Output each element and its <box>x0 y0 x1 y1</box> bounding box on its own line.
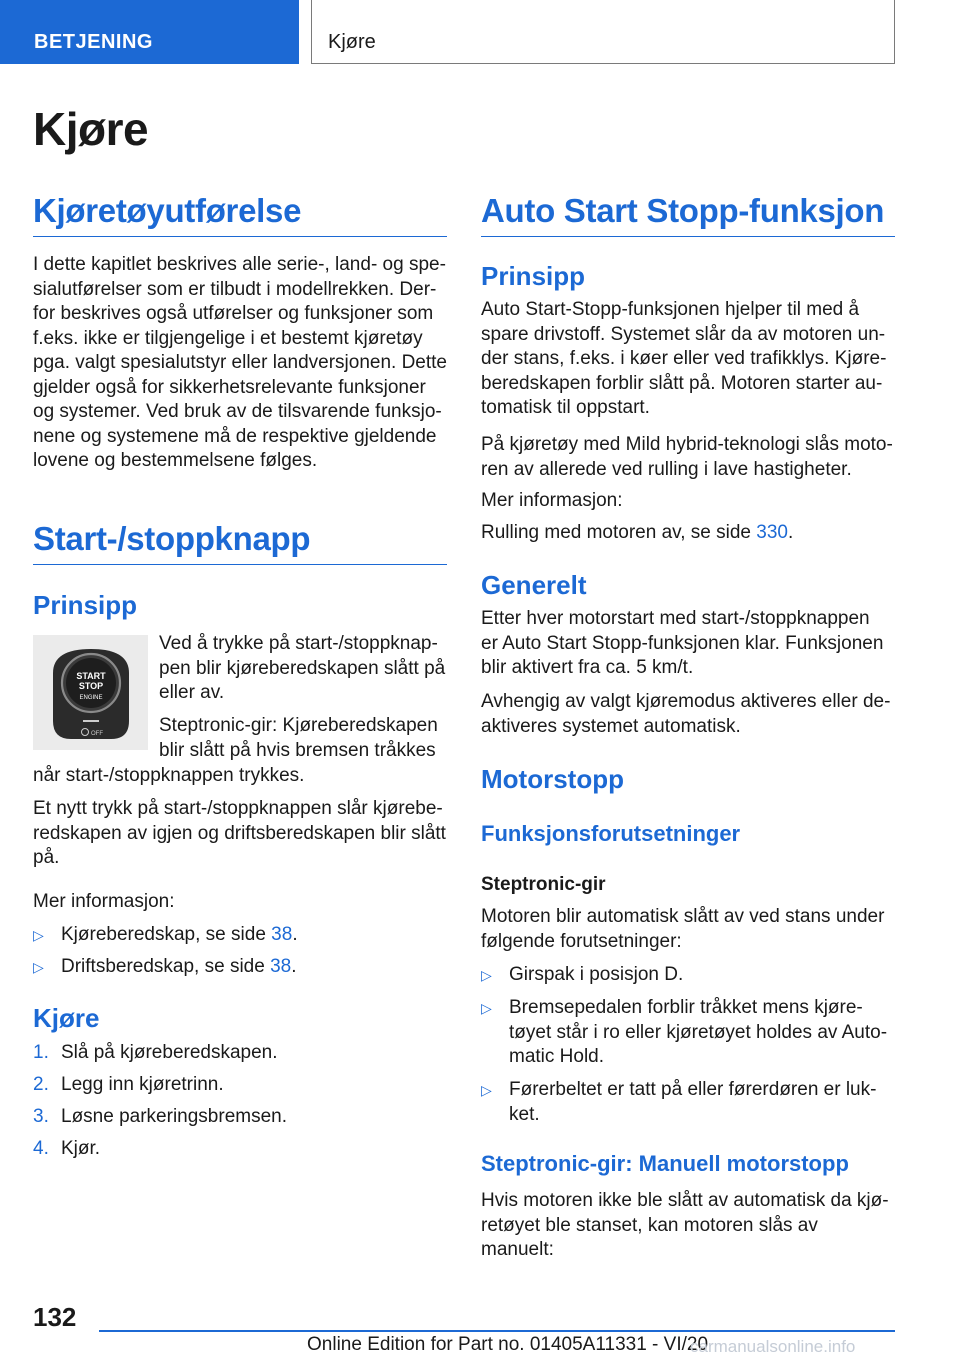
text-line: Etter hver motorstart med start-/stoppknappen <box>481 608 870 629</box>
text-line: er Auto Start Stopp-funksjonen klar. Funksjonen <box>481 632 884 654</box>
footer-divider <box>99 1330 895 1332</box>
triangle-bullet-icon: ▷ <box>481 1000 492 1016</box>
triangle-bullet-icon: ▷ <box>33 927 44 943</box>
button-stop-text: STOP <box>78 681 104 691</box>
step-text: Legg inn kjøretrinn. <box>61 1074 224 1095</box>
text-line: tomatisk til oppstart. <box>481 397 650 418</box>
steptronic-paragraph-tail <box>33 764 447 789</box>
watermark: carmanualsonline.info <box>690 1337 856 1356</box>
engine-stop-heading: Motorstopp <box>481 764 624 794</box>
text-line: for beskrives også utførelser og funksjoner som <box>33 303 434 324</box>
bullet-text: Kjøreberedskap, se side <box>61 924 272 945</box>
start-stop-button-image <box>33 635 148 750</box>
startstop-heading: Start-/stoppknapp <box>33 520 447 565</box>
text-line: Auto Start-Stopp-funksjonen hjelper til med å <box>481 299 860 320</box>
manual-stop-heading: Steptronic-gir: Manuell motorstopp <box>481 1151 849 1176</box>
step-text: Kjør. <box>61 1138 101 1159</box>
text-line: aktiveres systemet automatisk. <box>481 715 741 737</box>
more-info-label: Mer informasjon: <box>33 891 175 912</box>
bullet-text: Driftsberedskap, se side <box>61 956 271 977</box>
bullet-end: . <box>292 924 298 945</box>
vehicle-paragraph <box>33 253 447 474</box>
step-item <box>33 1105 447 1130</box>
drive-heading: Kjøre <box>33 1003 100 1033</box>
edition-text: Online Edition for Part no. 01405A11331 - VI/20 <box>307 1334 709 1355</box>
principle-heading: Prinsipp <box>481 261 586 291</box>
step-number: 2. <box>33 1074 49 1095</box>
text-line: eller av. <box>159 682 225 703</box>
step-number: 3. <box>33 1106 49 1127</box>
text-line: Avhengig av valgt kjøremodus aktiveres eller de- <box>481 691 891 712</box>
rolling-reference <box>481 521 895 546</box>
drive-mode-paragraph <box>481 690 895 739</box>
step-text: Slå på kjøreberedskapen. <box>61 1042 278 1063</box>
steptronic-paragraph <box>159 714 447 763</box>
breadcrumb-label: Kjøre <box>328 31 376 53</box>
autostartstop-heading: Auto Start Stopp-funksjon <box>481 192 895 237</box>
text-line: og systemer. Ved bruk av de tilsvarende funksjo- <box>33 401 442 422</box>
page-number: 132 <box>33 1302 77 1332</box>
text-line: f.eks. ikke er tilgjengelige i et bestemt kjøretøy <box>33 327 423 349</box>
text-line: I dette kapitlet beskrives alle serie-, land- og spe- <box>33 254 446 275</box>
more-info-label: Mer informasjon: <box>481 490 623 511</box>
step-item <box>33 1137 447 1162</box>
page-title: Kjøre <box>33 103 149 155</box>
text-line: ren av allerede ved rulling i lave hastigheter. <box>481 458 852 480</box>
text-line: ket. <box>509 1103 540 1125</box>
general-paragraph <box>481 607 895 681</box>
list-item <box>481 963 895 988</box>
press-paragraph <box>33 797 447 871</box>
button-start-text: START <box>76 671 106 681</box>
start-stop-button-icon <box>33 635 148 750</box>
text-line: Steptronic-gir: Kjøreberedskapen <box>159 715 438 736</box>
triangle-bullet-icon: ▷ <box>481 967 492 983</box>
text-line: retøyet ble stanset, kan motoren slås av manuelt: <box>481 1214 818 1260</box>
text-line: på. <box>33 847 60 868</box>
page-link[interactable]: 330 <box>756 522 788 543</box>
text-line: På kjøretøy med Mild hybrid-teknologi slås moto- <box>481 434 893 455</box>
step-number: 1. <box>33 1042 49 1063</box>
text-line: pga. valgt spesialutstyr eller landversjonen. Dette <box>33 352 448 373</box>
steptronic-label: Steptronic-gir <box>481 874 606 895</box>
text-line: Bremsepedalen forblir tråkket mens kjøre- <box>509 997 863 1018</box>
button-engine-text: ENGINE <box>79 695 103 701</box>
text-line: Hvis motoren ikke ble slått av automatisk da kjø- <box>481 1190 889 1211</box>
conditions-paragraph <box>481 905 895 954</box>
step-text: Løsne parkeringsbremsen. <box>61 1106 287 1127</box>
text-line: Motoren blir automatisk slått av ved stans under <box>481 906 885 927</box>
bullet-end: . <box>291 956 297 977</box>
text-line: blir aktivert fra ca. 5 km/t. <box>481 657 694 678</box>
list-item <box>33 955 447 980</box>
step-number: 4. <box>33 1138 49 1159</box>
page-link[interactable]: 38 <box>270 956 292 977</box>
list-item <box>481 1078 895 1127</box>
text-line: Girspak i posisjon D. <box>509 964 684 985</box>
list-item <box>33 923 447 948</box>
text-line: redskapen av igjen og driftsberedskapen blir slått <box>33 822 446 844</box>
vehicle-heading: Kjøretøyutførelse <box>33 192 447 237</box>
reference-end: . <box>787 522 794 543</box>
triangle-bullet-icon: ▷ <box>33 959 44 975</box>
startstop-principle-heading: Prinsipp <box>33 590 138 620</box>
text-line: beredskapen forblir slått på. Motoren starter au- <box>481 372 883 394</box>
text-line: Ved å trykke på start-/stoppknap- <box>159 633 438 654</box>
text-line: matic Hold. <box>509 1046 605 1067</box>
text-line: tøyet står i ro eller kjøretøyet holdes av Auto- <box>509 1021 888 1043</box>
section-tab: BETJENING <box>0 0 299 64</box>
general-heading: Generelt <box>481 570 587 600</box>
text-line: nene og systemene må de respektive gjeldende <box>33 425 437 447</box>
reference-text: Rulling med motoren av, se side <box>481 522 757 543</box>
list-item <box>481 996 895 1070</box>
step-item <box>33 1073 447 1098</box>
page-link[interactable]: 38 <box>271 924 293 945</box>
text-line: når start-/stoppknappen trykkes. <box>33 765 305 786</box>
text-line: følgende forutsetninger: <box>481 930 682 952</box>
text-line: spare drivstoff. Systemet slår da av motoren un- <box>481 323 886 345</box>
text-line: lovene og bestemmelsene følges. <box>33 450 318 471</box>
principle-paragraph <box>481 298 895 421</box>
text-line: pen blir kjøreberedskapen slått på <box>159 657 446 679</box>
text-line: Et nytt trykk på start-/stoppknappen slår kjørebe- <box>33 798 443 819</box>
text-line: sialutførelser som er tilbudt i modellrekken. Der- <box>33 278 437 300</box>
breadcrumb <box>311 0 895 64</box>
step-item <box>33 1041 447 1066</box>
startstop-intro <box>159 632 447 706</box>
text-line: Førerbeltet er tatt på eller førerdøren er luk- <box>509 1079 877 1100</box>
conditions-heading: Funksjonsforutsetninger <box>481 821 741 846</box>
text-line: gjelder også for sikkerhetsrelevante funksjoner <box>33 376 426 398</box>
text-line: der stans, f.eks. i køer eller ved trafikklys. Kjøre- <box>481 348 887 369</box>
mild-hybrid-paragraph <box>481 433 895 482</box>
triangle-bullet-icon: ▷ <box>481 1082 492 1098</box>
text-line: blir slått på hvis bremsen tråkkes <box>159 739 436 761</box>
manual-stop-paragraph <box>481 1189 895 1263</box>
button-off-text: OFF <box>91 731 103 737</box>
